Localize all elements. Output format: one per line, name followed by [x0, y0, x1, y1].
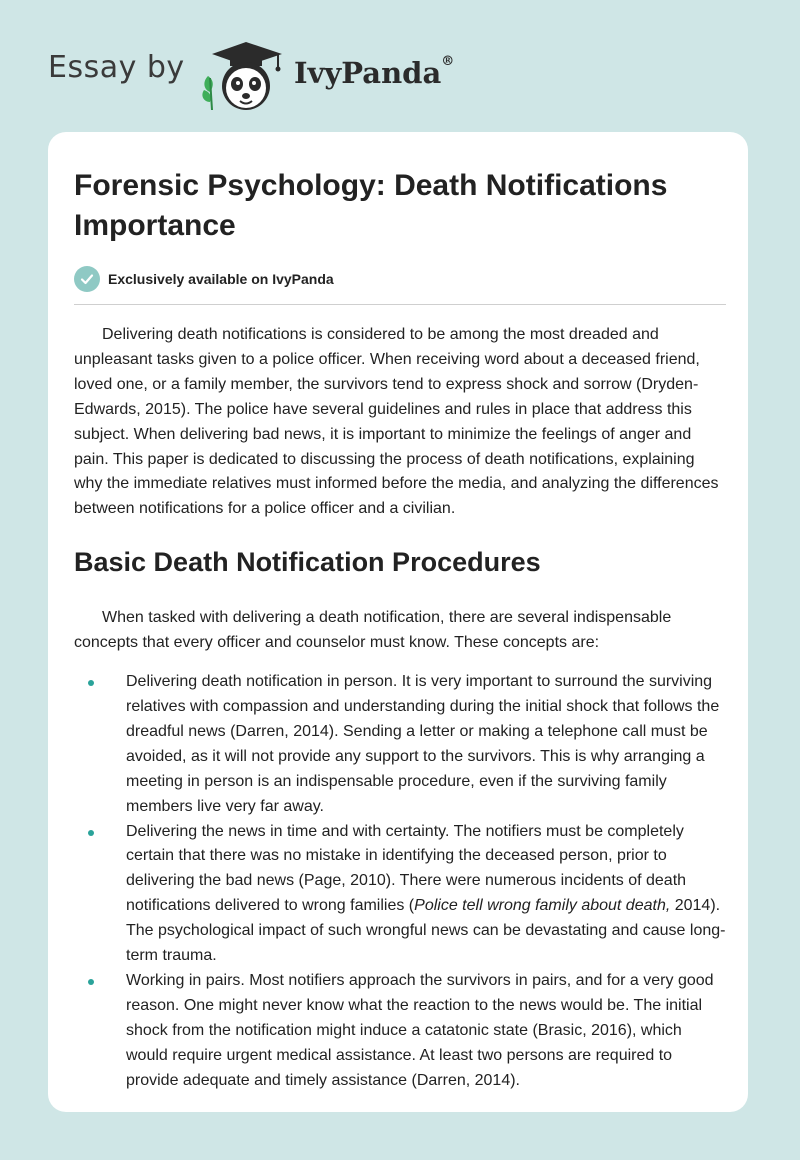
panda-icon: [198, 38, 288, 112]
list-item-text: Delivering death notification in person. It is very important to surround the surviving relatives with compassion and understanding during the initial shock that follows the dreadful news (Darren, 2014). Sending a letter or making a telephone call must be avoided, as it will not provide any support to the survivors. This is why arranging a meeting in person is an indispensable procedure, even if the surviving family members live very far away.: [126, 673, 720, 815]
ivypanda-logo[interactable]: [198, 38, 288, 112]
check-icon: [74, 266, 100, 292]
intro-paragraph: Delivering death notifications is considered to be among the most dreaded and unpleasant tasks given to a police officer. When receiving word about a deceased friend, loved one, or a family member, the survivors tend to express shock and sorrow (Dryden-Edwards, 2015). The police have several guidelines and rules in place that address this subject. When delivering bad news, it is important to minimize the feelings of anger and pain. This paper is dedicated to discussing the process of death notifications, explaining why the immediate relatives must informed before the media, and analyzing the differences between notifications for a police officer and a civilian.: [74, 326, 719, 518]
bullet-icon: [88, 979, 94, 985]
bullet-icon: [88, 680, 94, 686]
exclusive-badge-label: Exclusively available on IvyPanda: [108, 271, 334, 287]
list-item-text-end: 2014). The psychological impact of such wrongful news can be devastating and cause long-term trauma.: [126, 897, 726, 965]
section-heading: Basic Death Notification Procedures: [74, 547, 541, 578]
list-item: [74, 820, 726, 969]
section-intro-paragraph: When tasked with delivering a death notification, there are several indispensable concepts that every officer and counselor must know. These concepts are:: [74, 609, 672, 652]
brand-text: IvyPanda: [294, 56, 442, 90]
list-item-text-start: Delivering the news in time and with certainty. The notifiers must be completely certain that there was no mistake in identifying the deceased person, prior to delivering the bad news (Page, 2010). There were numerous incidents of death notifications delivered to wrong families (: [126, 822, 687, 915]
list-item-text: Working in pairs. Most notifiers approach the survivors in pairs, and for a very good reason. One might never know what the reaction to the news would be. The initial shock from the notification might induce a catatonic state (Brasic, 2016), which would require urgent medical assistance. At least two persons are required to provide adequate and timely assistance (Darren, 2014).: [126, 971, 714, 1089]
cited-article-title: Police tell wrong family about death,: [414, 897, 671, 915]
site-header: [0, 0, 800, 130]
brand-name[interactable]: [294, 56, 454, 90]
article-title: Forensic Psychology: Death Notifications Importance: [74, 169, 668, 242]
list-item: [74, 969, 726, 1094]
article-content: [74, 166, 726, 1093]
bullet-icon: [88, 830, 94, 836]
concept-list: [74, 670, 726, 1093]
title-divider: [74, 304, 726, 305]
registered-mark: ®: [441, 54, 455, 69]
essay-by-label: Essay by: [48, 50, 185, 85]
exclusive-badge: [74, 266, 726, 292]
article-card: [48, 132, 748, 1112]
list-item: [74, 670, 726, 819]
